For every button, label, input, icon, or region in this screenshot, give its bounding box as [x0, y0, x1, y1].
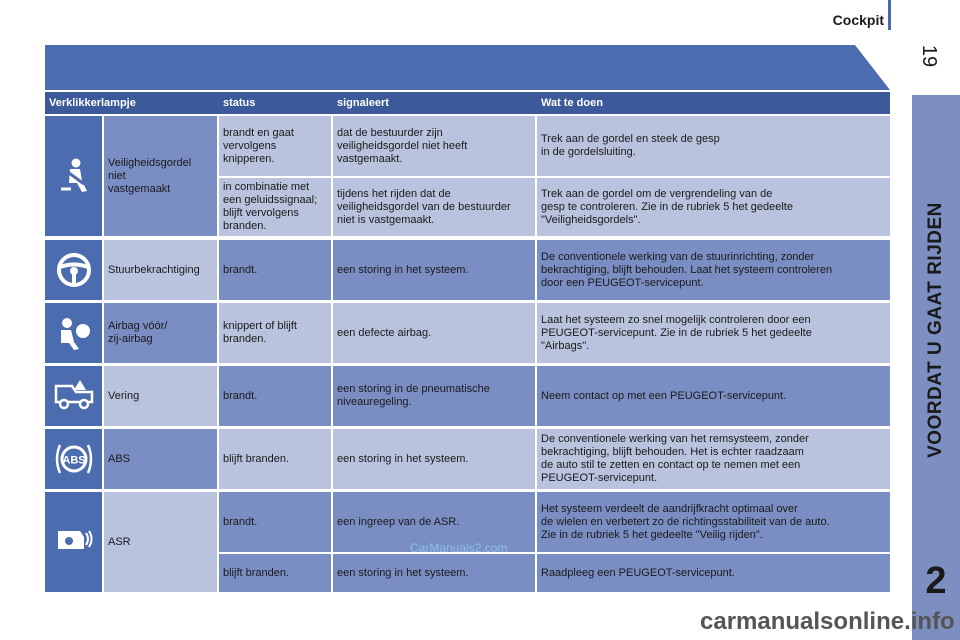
warning-lamp-cell [45, 366, 102, 426]
chapter-title: VOORDAT U GAAT RIJDEN [925, 202, 946, 458]
status-cell: brandt. [219, 492, 331, 552]
chapter-number: 2 [925, 560, 947, 602]
action-cell: Het systeem verdeelt de aandrijfkracht optimaal over de wielen en verbetert zo de richtingsstabiliteit van de auto. Zie in de rubriek 5 het gedeelte "Veilig rijden". [537, 492, 890, 552]
action-cell: Neem contact op met een PEUGEOT-servicepunt. [537, 366, 890, 426]
column-header-lamp: Verklikkerlampje [49, 97, 136, 109]
header-rule [888, 0, 891, 30]
footer-watermark: carmanualsonline.info [700, 608, 955, 635]
status-cell: brandt en gaat vervolgens knipperen. [219, 116, 331, 176]
status-cell: knippert of blijft branden. [219, 303, 331, 363]
status-cell: brandt. [219, 366, 331, 426]
action-cell: Trek aan de gordel en steek de gesp in de gordelsluiting. [537, 116, 890, 176]
status-cell: brandt. [219, 240, 331, 300]
warning-lamp-cell [45, 116, 102, 236]
warning-lamp-cell [45, 429, 102, 489]
abs-icon [45, 429, 102, 489]
signal-cell: een defecte airbag. [333, 303, 535, 363]
watermark: CarManuals2.com [410, 541, 508, 555]
action-cell: Laat het systeem zo snel mogelijk controleren door een PEUGEOT-servicepunt. Zie in de rubriek 5 het gedeelte "Airbags". [537, 303, 890, 363]
table-banner [45, 45, 890, 90]
lamp-label: Vering [104, 366, 217, 426]
seatbelt-icon [45, 116, 102, 236]
asr-icon [45, 492, 102, 592]
warning-lamp-cell [45, 240, 102, 300]
suspension-icon [45, 366, 102, 426]
signal-cell: tijdens het rijden dat de veiligheidsgordel van de bestuurder niet is vastgemaakt. [333, 178, 535, 236]
action-cell: De conventionele werking van de stuurinrichting, zonder bekrachtiging, blijft behouden. Laat het systeem controleren door een PEUGEOT-servicepunt. [537, 240, 890, 300]
table-header [45, 92, 890, 114]
column-header-signal: signaleert [337, 97, 389, 109]
lamp-label: Airbag vóór/ zij-airbag [104, 303, 217, 363]
action-cell: Raadpleeg een PEUGEOT-servicepunt. [537, 554, 890, 592]
warning-lamp-cell [45, 303, 102, 363]
signal-cell: een storing in het systeem. [333, 554, 535, 592]
status-cell: blijft branden. [219, 554, 331, 592]
section-title: Cockpit [832, 12, 884, 28]
status-cell: blijft branden. [219, 429, 331, 489]
warning-lamp-cell [45, 492, 102, 592]
signal-cell: een storing in het systeem. [333, 240, 535, 300]
column-header-action: Wat te doen [541, 97, 603, 109]
lamp-label: Veiligheidsgordel niet vastgemaakt [104, 116, 217, 236]
svg-text:ABS: ABS [61, 454, 86, 467]
lamp-label: Stuurbekrachtiging [104, 240, 217, 300]
signal-cell: een storing in het systeem. [333, 429, 535, 489]
airbag-icon [45, 303, 102, 363]
action-cell: Trek aan de gordel om de vergrendeling van de gesp te controleren. Zie in de rubriek 5 het gedeelte "Veiligheidsgordels". [537, 178, 890, 236]
column-header-status: status [223, 97, 256, 109]
lamp-label: ABS [104, 429, 217, 489]
signal-cell: een ingreep van de ASR. [333, 492, 535, 552]
signal-cell: dat de bestuurder zijn veiligheidsgordel niet heeft vastgemaakt. [333, 116, 535, 176]
page-number: 19 [918, 44, 940, 68]
status-cell: in combinatie met een geluidssignaal; blijft vervolgens branden. [219, 178, 331, 236]
lamp-label: ASR [104, 492, 217, 592]
action-cell: De conventionele werking van het remsysteem, zonder bekrachtiging, blijft behouden. Het is echter raadzaam de auto stil te zetten en contact op te nemen met een PEUGEOT-servicepunt. [537, 429, 890, 489]
steering-wheel-icon [45, 240, 102, 300]
signal-cell: een storing in de pneumatische niveauregeling. [333, 366, 535, 426]
